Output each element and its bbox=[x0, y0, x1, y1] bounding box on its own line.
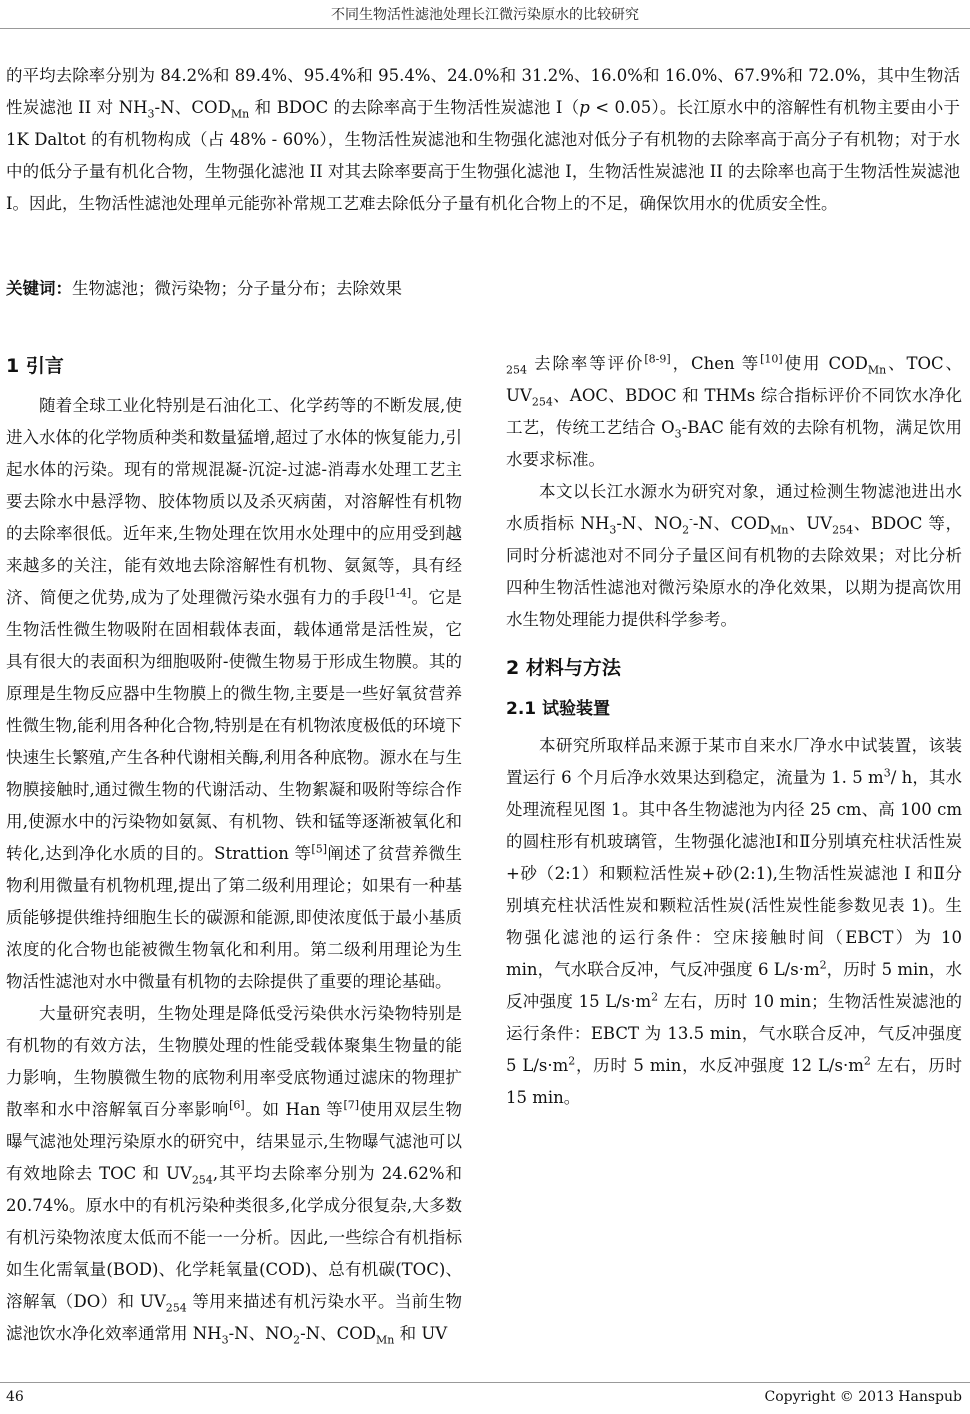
citation: [10] bbox=[760, 352, 783, 366]
section-title-methods: 2 材料与方法 bbox=[506, 657, 621, 679]
abstract-continuation bbox=[6, 60, 960, 220]
copyright-notice: Copyright © 2013 Hanspub bbox=[764, 1389, 962, 1405]
keywords-label: 关键词： bbox=[6, 279, 72, 298]
left-column bbox=[6, 348, 462, 1350]
intro-paragraph-1: 随着全球工业化特别是石油化工、化学药等的不断发展,使进入水体的化学物质种类和数量猛增,超过了水体的恢复能力,引起水体的污染。现有的常规混凝-沉淀-过滤-消毒水处理工艺主要去除水中悬浮物、胶体物质以及杀灭病菌，对溶解性有机物的去除率很低。近年来,生物处理在饮用水处理中的应用受到越来越多的关注，能有效地去除溶解性有机物、氨氮等，具有经济、简便之优势,成为了处理微污染水强有力的手段[1-4]。它是生物活性微生物吸附在固相载体表面，载体通常是活性炭，它具有很大的表面积为细胞吸附-使微生物易于形成生物膜。其的原理是生物反应器中生物膜上的微生物,主要是一些好氧贫营养性微生物,能利用各种化合物,特别是在有机物浓度极低的环境下快速生长繁殖,产生各种代谢相关酶,利用各种底物。源水在与生物膜接触时,通过微生物的代谢活动、生物絮凝和吸附等综合作用,使源水中的污染物如氨氮、有机物、铁和锰等逐渐被氧化和转化,达到净化水质的目的。Strattion 等[5]阐述了贫营养微生物利用微量有机物机理,提出了第二级利用理论；如果有一种基质能够提供维持细胞生长的碳源和能源,即使浓度低于最小基质浓度的化合物也能被微生物氧化和利用。第二级利用理论为生物活性滤池对水中微量有机物的去除提供了重要的理论基础。 bbox=[6, 396, 463, 991]
intro-paragraph-2-continued: ,其平均去除率分别为 24.62%和 20.74%。原水中的有机污染种类很多,化学成分很复杂,大多数有机污染物浓度太低而不能一一分析。因此,一些综合有机指标如生化需氧量(BOD)、化学耗氧量(COD)、总有机碳(TOC)、溶解氧（DO）和 UV bbox=[6, 1164, 463, 1311]
intro-paragraph-2-overflow: $_{254}$ 去除率等评价[8-9]，Chen 等[10]使用 $COD_{Mn}$、TOC、$UV_{254}$、AOC、BDOC 和 THMs 综合指标评价不同饮水净化工艺，传统工艺结合 $O_3$-BAC 能有效的去除有机物，满足饮用水要求标准。 bbox=[506, 352, 962, 469]
page-number: 46 bbox=[6, 1389, 24, 1405]
keywords-text: 生物滤池；微污染物；分子量分布；去除效果 bbox=[72, 279, 402, 298]
intro-paragraph-3: 本文以长江水源水为研究对象，通过检测生物滤池进出水水质指标 $NH_3-N$、$NO_2^--N$、$COD_{Mn}$、$UV_{254}$、BDOC 等，同时分析滤池对不同分子量区间有机物的去除效果；对比分析四种生物活性滤池对微污染原水的净化效果，以期为提高饮用水生物处理能力提供科学参考。 bbox=[506, 482, 962, 629]
citation: [6] bbox=[229, 1098, 245, 1112]
citation: [7] bbox=[343, 1098, 360, 1112]
keywords bbox=[6, 274, 960, 304]
header-rule bbox=[0, 28, 970, 29]
citation: [5] bbox=[311, 842, 327, 856]
intro-paragraph-2: 大量研究表明，生物处理是降低受污染供水污染物特别是有机物的有效方法，生物膜处理的性能受载体聚集生物量的能力影响，生物膜微生物的底物利用率受底物通过滤床的物理扩散率和水中溶解氧百分率影响[6]。如 Han 等[7]使用双层生物曝气滤池处理污染原水的研究中，结果显示,生物曝气滤池可以有效地除去 TOC 和 $UV_{254}$,其平均去除率分别为 24.62%和 20.74%。原水中的有机污染种类很多,化学成分很复杂,大多数有机污染物浓度太低而不能一一分析。因此,一些综合有机指标如生化需氧量(BOD)、化学耗氧量(COD)、总有机碳(TOC)、溶解氧（DO）和 $UV_{254}$ 等用来描述有机污染水平。当前生物滤池饮水净化效率通常用 $NH_3-N$、$NO_2-N$、$COD_{Mn}$ 和 UV bbox=[6, 1004, 463, 1347]
footer-rule bbox=[0, 1382, 970, 1383]
right-column bbox=[506, 348, 962, 1114]
subsection-title-apparatus: 2.1 试验装置 bbox=[506, 699, 611, 719]
citation: [1-4] bbox=[384, 586, 412, 600]
methods-paragraph-1: 本研究所取样品来源于某市自来水厂净水中试装置，该装置运行 6 个月后净水效果达到稳定，流量为 1. 5 $m^3/$ h，其水处理流程见图 1。其中各生物滤池为内径 25 cm、高 100 cm 的圆柱形有机玻璃管，生物强化滤池Ⅰ和Ⅱ分别填充柱状活性炭+砂（2:1）和颗粒活性炭+砂(2:1),生物活性炭滤池 I 和Ⅱ分别填充柱状活性炭和颗粒活性炭(活性炭性能参数见表 1)。生物强化滤池的运行条件：空床接触时间（EBCT）为 10 min，气水联合反冲，气反冲强度 6 $L/s\cdot m^2$，历时 5 min，水反冲强度 15 $L/s\cdot m^2$ 左右，历时 10 min；生物活性炭滤池的运行条件：EBCT 为 13.5 min，气水联合反冲，气反冲强度 5 $L/s\cdot m^2$，历时 5 min，水反冲强度 12 $L/s\cdot m^2$ 左右，历时 15 min。 bbox=[506, 736, 962, 1107]
section-title-intro: 1 引言 bbox=[6, 355, 64, 377]
abstract-paragraph: 的平均去除率分别为 84.2%和 89.4%、95.4%和 95.4%、24.0%和 31.2%、16.0%和 16.0%、67.9%和 72.0%，其中生物活性炭滤池 II 对 $NH_3-N$、$COD_{Mn}$ 和 BDOC 的去除率高于生物活性炭滤池 I（p < 0.05）。长江原水中的溶解性有机物主要由小于 1K Daltot 的有机物构成（占 48% - 60%），生物活性炭滤池和生物强化滤池对低分子有机物的去除率高于高分子有机物；对于水中的低分子量有机化合物，生物强化滤池 II 对其去除率要高于生物强化滤池 I，生物活性炭滤池 II 的去除率也高于生物活性炭滤池 I。因此，生物活性滤池处理单元能弥补常规工艺难去除低分子量有机化合物上的不足，确保饮用水的优质安全性。 bbox=[6, 66, 960, 213]
running-header: 不同生物活性滤池处理长江微污染原水的比较研究 bbox=[331, 7, 639, 23]
citation: [8-9] bbox=[644, 352, 671, 366]
